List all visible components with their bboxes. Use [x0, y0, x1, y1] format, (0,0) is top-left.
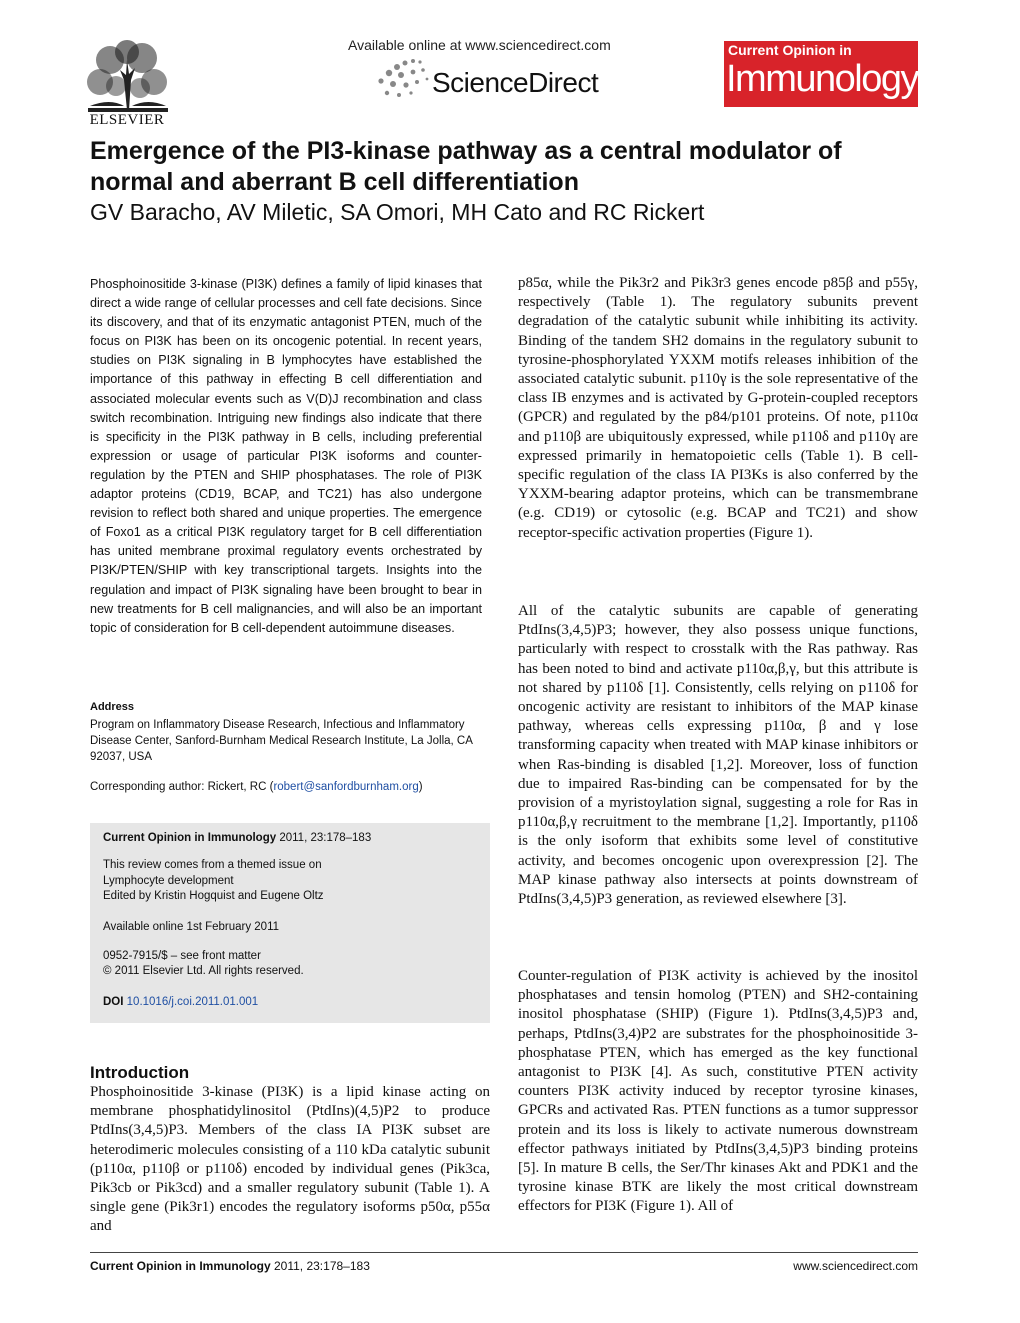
- corresponding-author: [90, 781, 490, 793]
- corresponding-suffix: ): [418, 781, 423, 793]
- info-theme-line2: Lymphocyte development: [103, 875, 234, 887]
- article-info-box: [90, 823, 490, 1023]
- info-copyright: © 2011 Elsevier Ltd. All rights reserved.: [103, 965, 304, 977]
- info-theme-line1: This review comes from a themed issue on: [103, 859, 322, 871]
- publisher-name: ELSEVIER: [89, 112, 165, 128]
- sciencedirect-wordmark: ScienceDirect: [432, 67, 599, 98]
- footer-url[interactable]: www.sciencedirect.com: [793, 1259, 918, 1273]
- abstract-text: Phosphoinositide 3-kinase (PI3K) defines a family of lipid kinases that direct a wide range of cellular processes and cell fate decisions. Since its discovery, and that of its enzymatic antagonist PTEN, much of the focus on PI3K has been on its oncogenic potential. In recent years, studies on PI3K signaling in B lymphocytes have established the importance of this pathway in effecting B cell differentiation and associated molecular events such as V(D)J recombination and class switch recombination. Intriguing new findings also indicate that there is specificity in the PI3K pathway in B cells, including preferential expression or usage of particular PI3K isoforms and counter-regulation by the PTEN and SHIP phosphatases. The role of PI3K adaptor proteins (CD19, BCAP, and TC21) has also undergone revision to reflect both shared and unique properties. The emergence of Foxo1 as a critical PI3K regulatory target for B cell differentiation has united membrane proximal regulatory events orchestrated by PI3K/PTEN/SHIP with key transcriptional targets. Insights into the regulation and impact of PI3K signaling have been brought to bear in new treatments for B cell malignancies, and will also be an important topic of consideration for B cell-dependent autoimmune diseases.: [90, 277, 482, 635]
- journal-badge-line2: Immunology: [726, 58, 918, 100]
- address-text: Program on Inflammatory Disease Research, Infectious and Inflammatory Disease Center, Sanford-Burnham Medical Research Institute, La Jolla, CA 92037, USA: [90, 719, 473, 763]
- footer-journal: Current Opinion in Immunology: [90, 1259, 271, 1273]
- available-online-text: Available online at www.sciencedirect.com: [348, 37, 611, 53]
- journal-badge-line1: Current Opinion in: [728, 42, 852, 58]
- info-doi-label: DOI: [103, 996, 124, 1008]
- footer-divider: [90, 1252, 918, 1253]
- footer-citation: [90, 1259, 370, 1273]
- info-doi: [103, 996, 258, 1008]
- body-paragraph-3: Counter-regulation of PI3K activity is achieved by the inositol phosphatases and tensin homolog (PTEN) and SH2-containing inositol phosphatase (SHIP) (Figure 1). PtdIns(3,4,5)P3 and, perhaps, PtdIns(3,4)P2 are substrates for the phosphoinositide 3-phosphatase PTEN, which has emerged as the key functional antagonist to PI3K [4]. As such, constitutive PTEN activity counters PI3K activity induced by receptor tyrosine kinases, GPCRs and activated Ras. PTEN functions as a tumor suppressor protein and its loss is likely to activate numerous downstream effector pathways initiated by PtdIns(3,4,5)P3 binding proteins [5]. In mature B cells, the Ser/Thr kinases Akt and PDK1 and the tyrosine kinase BTK are likely the most critical downstream effectors for PI3K (Figure 1). All of: [518, 968, 918, 1215]
- sciencedirect-dots-logo-icon: [375, 55, 435, 100]
- info-available: Available online 1st February 2011: [103, 921, 280, 933]
- introduction-text: Phosphoinositide 3-kinase (PI3K) is a lipid kinase acting on membrane phosphatidylinositol (PtdIns)(4,5)P2 to produce PtdIns(3,4,5)P3. Members of the class IA PI3K subset are heterodimeric molecules consisting of a 110 kDa catalytic subunit (p110α, p110β or p110δ) encoded by individual genes (Pik3ca, Pik3cb or Pik3cd) and a smaller regulatory subunit (Table 1). A single gene (Pik3r1) encodes the regulatory isoforms p50α, p55α and: [90, 1084, 490, 1235]
- corresponding-email-link[interactable]: robert@sanfordburnham.org: [273, 781, 419, 793]
- info-citation: [103, 832, 371, 844]
- info-theme-line3: Edited by Kristin Hogquist and Eugene Oltz: [103, 890, 324, 902]
- info-doi-link[interactable]: 10.1016/j.coi.2011.01.001: [126, 996, 259, 1008]
- article-authors: GV Baracho, AV Miletic, SA Omori, MH Cato and RC Rickert: [90, 199, 705, 225]
- info-citation-text: 2011, 23:178–183: [276, 832, 372, 844]
- body-paragraph-1: p85α, while the Pik3r2 and Pik3r3 genes encode p85β and p55γ, respectively (Table 1). The regulatory subunits prevent degradation of the catalytic subunit while inhibiting its activity. Binding of the tandem SH2 domains in the regulatory subunit to tyrosine-phosphorylated YXXM motifs releases inhibition of the associated catalytic subunit. p110γ is the sole representative of the class IB enzymes and is activated by G-protein-coupled receptors (GPCR) and regulated by the p84/p101 proteins. Of note, p110α and p110β are ubiquitously expressed, while p110δ and p110γ are expressed primarily in hematopoietic cells (Table 1). B cell-specific regulation of the class IA PI3Ks is also conferred by the YXXM-bearing adaptor proteins, which can be transmembrane (e.g. CD19) or cytosolic (e.g. BCAP and TC21) and show receptor-specific activation properties (Figure 1).: [518, 275, 918, 541]
- introduction-heading: Introduction: [90, 1063, 190, 1082]
- info-issn: 0952-7915/$ – see front matter: [103, 950, 261, 962]
- journal-badge: [724, 41, 918, 107]
- footer-citation-text: 2011, 23:178–183: [270, 1259, 370, 1273]
- corresponding-prefix: Corresponding author: Rickert, RC (: [90, 781, 274, 793]
- address-heading: Address: [90, 701, 135, 713]
- body-paragraph-2: All of the catalytic subunits are capable of generating PtdIns(3,4,5)P3; however, they also possess unique functions, particularly with respect to crosstalk with the Ras pathway. Ras has been noted to bind and activate p110α,β,γ, but this attribute is not shared by p110δ [1]. Consistently, cells relying on p110δ for oncogenic activity are resistant to inhibitors of the MAP kinase pathway, whereas cells expressing p110α, β and γ lose transforming capacity when treated with MAP kinase inhibitors or when Ras-binding is disabled [1,2]. Moreover, loss of function due to impaired Ras-binding can be compensated for by the provision of a myristoylation signal, suggesting a role for Ras in p110α,β,γ recruitment to the membrane [1,2]. Importantly, p110δ is the only isoform that exhibits some level of constitutive activity, and becomes oncogenic upon overexpression [2]. The MAP kinase pathway also intersects at points downstream of PtdIns(3,4,5)P3 generation, as reviewed elsewhere [3].: [518, 603, 918, 908]
- article-title: Emergence of the PI3-kinase pathway as a central modulator of normal and aberrant B cell differentiation: [90, 137, 842, 196]
- info-journal: Current Opinion in Immunology: [103, 832, 277, 844]
